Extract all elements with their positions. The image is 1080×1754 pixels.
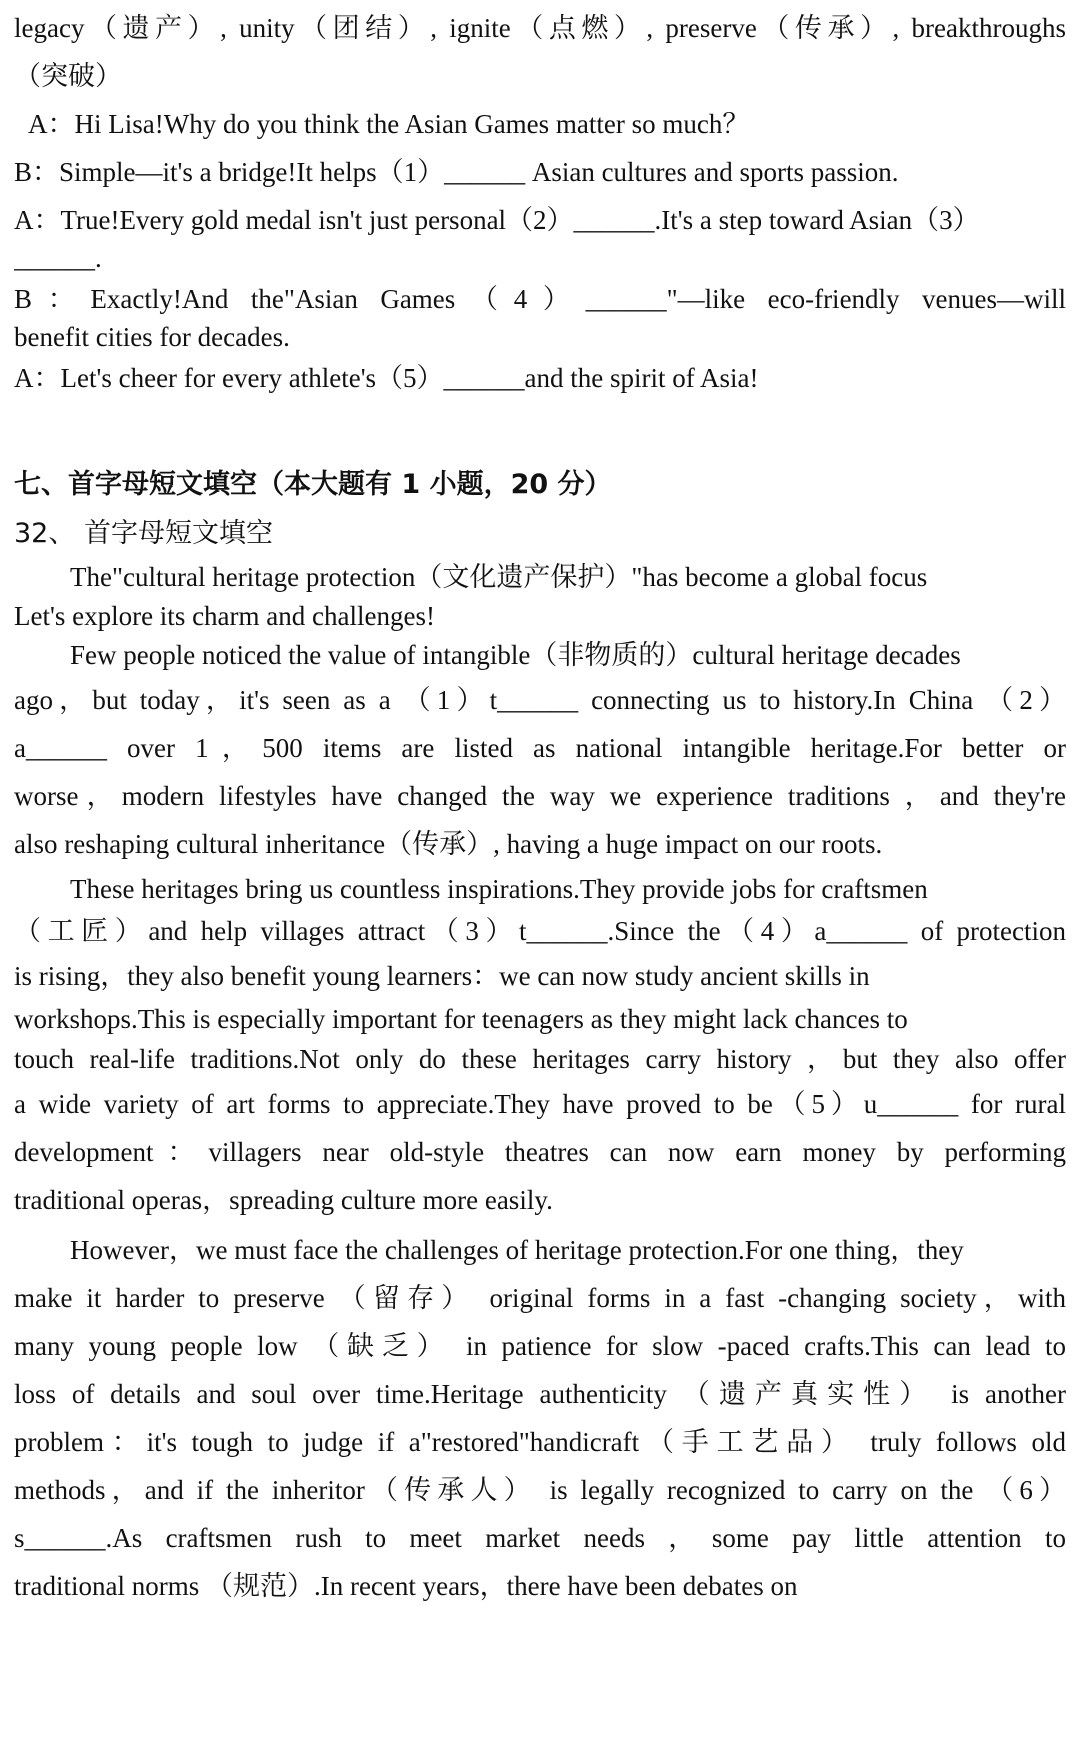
section-title: 七、首字母短文填空（本大题有 1 小题，20 分） bbox=[14, 469, 612, 500]
passage-line: The"cultural heritage protection（文化遗产保护）"has become a global focus bbox=[70, 562, 928, 592]
dialogue-line: B：Simple—it's a bridge!It helps（1）______ Asian cultures and sports passion. bbox=[14, 157, 899, 187]
vocab-line: （突破） bbox=[14, 61, 122, 91]
passage-line: make it harder to preserve （留存） original forms in a fast -changing society，with bbox=[14, 1283, 1066, 1313]
passage-line: workshops.This is especially important for teenagers as they might lack chances to bbox=[14, 1004, 908, 1034]
passage-line: a______ over 1，500 items are listed as national intangible heritage.For better or bbox=[14, 733, 1066, 763]
passage-line: ago，but today，it's seen as a （1）t______ connecting us to history.In China （2） bbox=[14, 685, 1066, 715]
passage-line: problem：it's tough to judge if a"restored"handicraft（手工艺品） truly follows old bbox=[14, 1427, 1066, 1457]
passage-line: loss of details and soul over time.Heritage authenticity （遗产真实性） is another bbox=[14, 1379, 1066, 1409]
passage-line: traditional norms （规范）.In recent years，there have been debates on bbox=[14, 1571, 798, 1601]
passage-line: However，we must face the challenges of heritage protection.For one thing，they bbox=[70, 1235, 964, 1265]
passage-line: traditional operas，spreading culture more easily. bbox=[14, 1185, 553, 1215]
passage-line: a wide variety of art forms to appreciate.They have proved to be（5）u______ for rural bbox=[14, 1089, 1066, 1119]
passage-line: is rising，they also benefit young learners：we can now study ancient skills in bbox=[14, 961, 870, 991]
passage-line: worse，modern lifestyles have changed the way we experience traditions ，and they're bbox=[14, 781, 1066, 811]
passage-line: also reshaping cultural inheritance（传承）, having a huge impact on our roots. bbox=[14, 829, 883, 859]
dialogue-line: A：Let's cheer for every athlete's（5）______and the spirit of Asia! bbox=[14, 363, 759, 393]
dialogue-line: A：Hi Lisa!Why do you think the Asian Games matter so much？ bbox=[28, 109, 750, 139]
passage-line: s______.As craftsmen rush to meet market needs ，some pay little attention to bbox=[14, 1523, 1066, 1553]
passage-line: Let's explore its charm and challenges! bbox=[14, 601, 435, 631]
passage-line: （工匠）and help villages attract（3）t______.Since the（4）a______ of protection bbox=[14, 916, 1066, 946]
dialogue-section bbox=[14, 4, 1066, 402]
passage-line: Few people noticed the value of intangible（非物质的）cultural heritage decades bbox=[70, 640, 961, 670]
passage-line: These heritages bring us countless inspirations.They provide jobs for craftsmen bbox=[70, 874, 928, 904]
passage-line: many young people low （缺乏） in patience for slow -paced crafts.This can lead to bbox=[14, 1331, 1066, 1361]
passage-line: development：villagers near old-style theatres can now earn money by performing bbox=[14, 1137, 1066, 1167]
dialogue-line: benefit cities for decades. bbox=[14, 322, 290, 352]
dialogue-line: A：True!Every gold medal isn't just personal（2）______.It's a step toward Asian（3） bbox=[14, 205, 980, 235]
passage-line: methods，and if the inheritor（传承人） is legally recognized to carry on the （6） bbox=[14, 1475, 1066, 1505]
question-label: 32、 首字母短文填空 bbox=[14, 518, 273, 549]
dialogue-line: ______. bbox=[14, 244, 102, 272]
passage bbox=[14, 556, 1066, 1610]
vocab-line: legacy（遗产）, unity（团结）, ignite（点燃）, preserve（传承）, breakthroughs bbox=[14, 13, 1066, 43]
passage-line: touch real-life traditions.Not only do these heritages carry history ，but they also offer bbox=[14, 1044, 1066, 1074]
dialogue-line: B：Exactly!And the"Asian Games（4）______"—like eco-friendly venues—will bbox=[14, 284, 1066, 314]
